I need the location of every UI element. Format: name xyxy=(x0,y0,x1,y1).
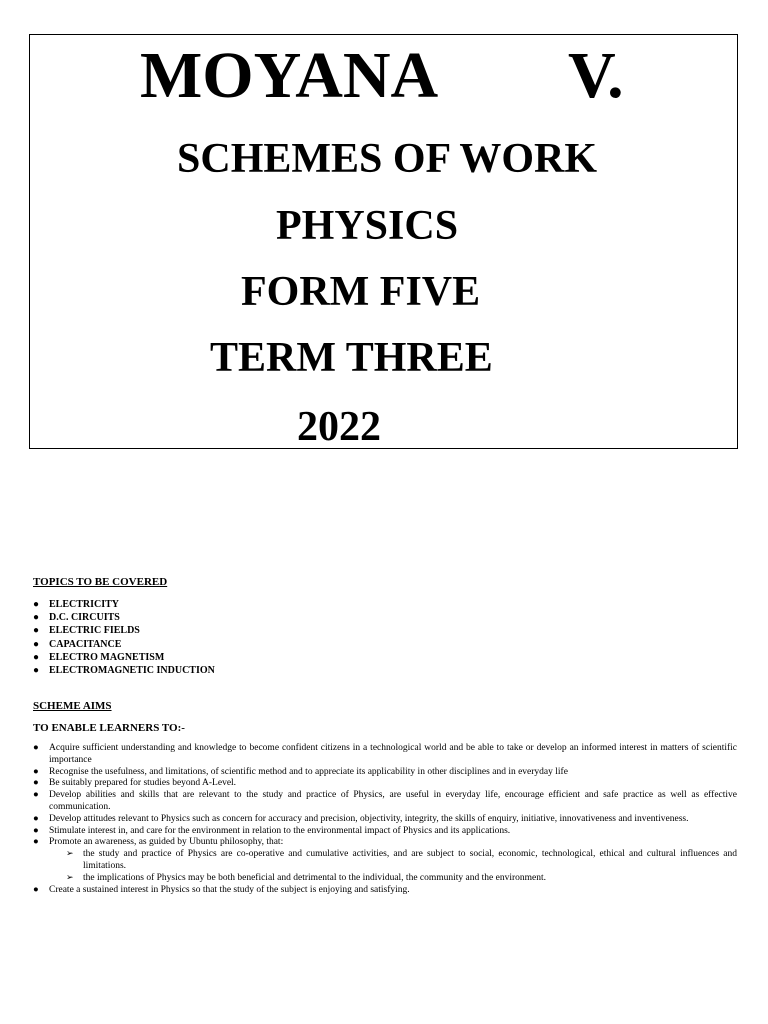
sub-aim-text: the implications of Physics may be both beneficial and detrimental to the individual, the community and the environment. xyxy=(83,872,547,883)
bullet-icon: ● xyxy=(33,743,39,753)
topic-label: D.C. CIRCUITS xyxy=(49,612,120,624)
bullet-icon: ● xyxy=(33,884,39,895)
topic-label: ELECTRICITY xyxy=(49,599,120,610)
aim-text: Promote an awareness, as guided by Ubuntu philosophy, that: xyxy=(49,837,284,848)
aim-text: Create a sustained interest in Physics so that the study of the subject is enjoying and satisfying. xyxy=(49,884,410,895)
list-item xyxy=(33,638,215,651)
topic-list xyxy=(33,598,215,677)
topic-label: CAPACITANCE xyxy=(49,638,122,650)
document-title: SCHEMES OF WORK xyxy=(177,136,598,182)
topics-heading: TOPICS TO BE COVERED xyxy=(33,576,168,588)
aim-text: Develop abilities and skills that are relevant to the study and practice of Physics, are useful in everyday life, encourage efficient and safe practice as well as effective communication. xyxy=(49,790,737,812)
sub-list-item xyxy=(49,849,737,873)
bullet-icon: ● xyxy=(33,813,39,824)
aim-text: Develop attitudes relevant to Physics such as concern for accuracy and precision, objectivity, integrity, the skills of enquiry, initiative, innovativeness and inventiveness. xyxy=(49,813,689,824)
list-item xyxy=(33,664,215,677)
bullet-icon: ● xyxy=(33,778,39,789)
list-item xyxy=(33,651,215,664)
bullet-icon: ● xyxy=(33,837,39,848)
topic-label: ELECTRO MAGNETISM xyxy=(49,651,165,663)
sub-aim-text: the study and practice of Physics are co-operative and cumulative activities, and are subject to social, economic, technological, ethical and cultural influences and limitations. xyxy=(83,849,737,871)
subject-title: PHYSICS xyxy=(276,203,459,249)
aims-heading: SCHEME AIMS xyxy=(33,700,112,712)
list-item xyxy=(33,837,737,884)
arrow-bullet-icon: ➢ xyxy=(66,872,74,883)
list-item xyxy=(33,743,737,767)
bullet-icon: ● xyxy=(33,612,40,624)
bullet-icon: ● xyxy=(33,638,40,650)
list-item xyxy=(33,778,737,790)
list-item xyxy=(33,826,737,838)
bullet-icon: ● xyxy=(33,625,40,637)
list-item xyxy=(33,611,215,624)
aims-list xyxy=(33,743,737,896)
form-level: FORM FIVE xyxy=(241,269,481,315)
bullet-icon: ● xyxy=(33,665,40,677)
aims-lead-in: TO ENABLE LEARNERS TO:- xyxy=(33,722,185,734)
list-item xyxy=(33,814,737,826)
bullet-icon: ● xyxy=(33,651,40,663)
author-name: MOYANA xyxy=(140,39,439,112)
aim-text: Stimulate interest in, and care for the environment in relation to the environmental impact of Physics and its applications. xyxy=(49,825,511,836)
sub-list-item xyxy=(49,873,737,885)
list-item xyxy=(33,790,737,814)
bullet-icon: ● xyxy=(33,599,40,610)
list-item xyxy=(33,598,215,611)
list-item xyxy=(33,885,737,897)
bullet-icon: ● xyxy=(33,825,39,836)
topic-label: ELECTROMAGNETIC INDUCTION xyxy=(49,665,215,677)
aim-text: Recognise the usefulness, and limitations, of scientific method and to appreciate its applicability in other disciplines and in everyday life xyxy=(49,766,568,777)
list-item xyxy=(33,767,737,779)
year-label: 2022 xyxy=(297,404,381,450)
list-item xyxy=(33,624,215,637)
term-label: TERM THREE xyxy=(210,335,493,381)
bullet-icon: ● xyxy=(33,766,39,777)
bullet-icon: ● xyxy=(33,790,39,801)
author-initial: V. xyxy=(568,39,624,112)
aim-text: Acquire sufficient understanding and knowledge to become confident citizens in a technological world and be able to take or develop an informed interest in matters of scientific importance xyxy=(49,743,737,765)
arrow-bullet-icon: ➢ xyxy=(66,849,74,860)
sub-list xyxy=(49,849,737,884)
topic-label: ELECTRIC FIELDS xyxy=(49,625,140,637)
cover-box xyxy=(29,34,738,449)
aim-text: Be suitably prepared for studies beyond A-Level. xyxy=(49,778,237,789)
